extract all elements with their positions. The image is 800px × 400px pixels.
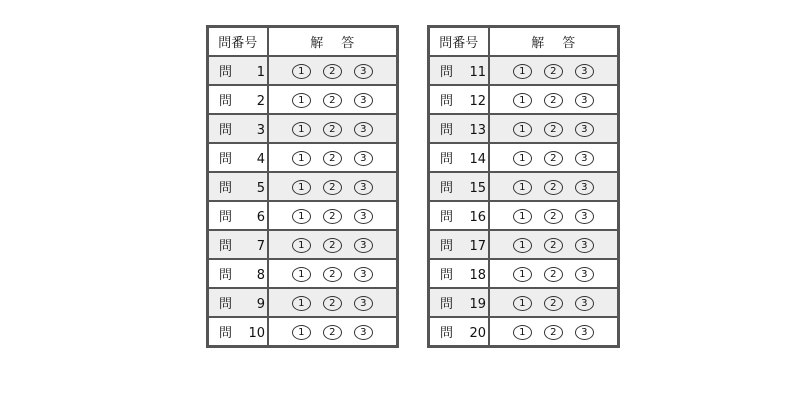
question-prefix: 問 — [219, 268, 233, 283]
answer-choices-cell — [489, 143, 619, 172]
question-number-cell — [208, 259, 268, 288]
question-row — [429, 143, 619, 172]
question-number: 9 — [256, 297, 265, 312]
question-number-cell — [429, 143, 489, 172]
question-number: 3 — [256, 123, 265, 138]
answer-bubble[interactable]: 2 — [323, 180, 342, 195]
question-row — [208, 259, 398, 288]
answer-bubble[interactable]: 2 — [544, 238, 563, 253]
question-row — [429, 114, 619, 143]
question-prefix: 問 — [219, 181, 233, 196]
answer-bubble[interactable]: 2 — [544, 296, 563, 311]
answer-bubble[interactable]: 3 — [354, 64, 373, 79]
question-number: 8 — [256, 268, 265, 283]
answer-choices-cell — [489, 85, 619, 114]
question-number: 11 — [469, 65, 486, 80]
answer-bubble[interactable]: 1 — [292, 122, 311, 137]
question-number-cell — [208, 85, 268, 114]
question-row — [429, 259, 619, 288]
question-number-cell — [208, 317, 268, 347]
answer-header-char: 解 — [310, 36, 324, 51]
answer-bubble[interactable]: 3 — [575, 151, 594, 166]
answer-bubble[interactable]: 2 — [544, 151, 563, 166]
question-row — [208, 85, 398, 114]
question-number-cell — [429, 230, 489, 259]
answer-choices-cell — [268, 259, 398, 288]
question-row — [429, 56, 619, 85]
question-row — [208, 143, 398, 172]
question-row — [208, 172, 398, 201]
answer-bubble[interactable]: 3 — [354, 296, 373, 311]
answer-bubble[interactable]: 1 — [513, 325, 532, 340]
question-row — [429, 201, 619, 230]
answer-bubble[interactable]: 1 — [292, 209, 311, 224]
answer-bubble[interactable]: 2 — [323, 267, 342, 282]
answer-sheet-left — [206, 25, 399, 348]
answer-bubble[interactable]: 1 — [513, 209, 532, 224]
question-prefix: 問 — [440, 94, 454, 109]
answer-bubble[interactable]: 1 — [513, 180, 532, 195]
question-prefix: 問 — [440, 210, 454, 225]
question-number-cell — [429, 114, 489, 143]
answer-bubble[interactable]: 3 — [575, 64, 594, 79]
question-row — [208, 114, 398, 143]
answer-bubble[interactable]: 3 — [575, 267, 594, 282]
question-prefix: 問 — [219, 210, 233, 225]
answer-bubble[interactable]: 3 — [354, 93, 373, 108]
answer-choices-cell — [489, 201, 619, 230]
answer-choices-cell — [489, 114, 619, 143]
answer-bubble[interactable]: 3 — [354, 151, 373, 166]
question-number-cell — [208, 56, 268, 85]
answer-bubble[interactable]: 1 — [292, 325, 311, 340]
question-number-header: 問番号 — [208, 27, 268, 57]
question-number: 18 — [469, 268, 486, 283]
answer-bubble[interactable]: 2 — [323, 296, 342, 311]
answer-bubble[interactable]: 2 — [544, 267, 563, 282]
answer-bubble[interactable]: 2 — [323, 238, 342, 253]
question-row — [429, 288, 619, 317]
answer-header — [268, 27, 398, 57]
question-prefix: 問 — [440, 239, 454, 254]
answer-bubble[interactable]: 1 — [292, 180, 311, 195]
answer-bubble[interactable]: 1 — [292, 93, 311, 108]
question-number: 20 — [469, 326, 486, 341]
question-row — [208, 317, 398, 347]
answer-bubble[interactable]: 2 — [323, 93, 342, 108]
answer-choices-cell — [489, 56, 619, 85]
header-row — [429, 27, 619, 57]
answer-choices-cell — [268, 317, 398, 347]
question-number-cell — [429, 259, 489, 288]
answer-choices-cell — [268, 230, 398, 259]
answer-bubble[interactable]: 3 — [354, 267, 373, 282]
question-number: 13 — [469, 123, 486, 138]
answer-bubble[interactable]: 1 — [513, 238, 532, 253]
answer-bubble[interactable]: 2 — [323, 325, 342, 340]
question-number-cell — [429, 288, 489, 317]
answer-bubble[interactable]: 3 — [354, 209, 373, 224]
question-rows — [208, 56, 398, 347]
question-row — [208, 288, 398, 317]
question-prefix: 問 — [440, 123, 454, 138]
header-row — [208, 27, 398, 57]
answer-sheet-right — [427, 25, 620, 348]
question-number: 5 — [256, 181, 265, 196]
answer-bubble[interactable]: 1 — [292, 296, 311, 311]
question-rows — [429, 56, 619, 347]
question-number: 15 — [469, 181, 486, 196]
answer-bubble[interactable]: 3 — [575, 122, 594, 137]
answer-bubble[interactable]: 1 — [513, 122, 532, 137]
answer-header — [489, 27, 619, 57]
answer-header-char: 答 — [341, 36, 355, 51]
answer-bubble[interactable]: 3 — [354, 122, 373, 137]
answer-bubble[interactable]: 3 — [575, 93, 594, 108]
answer-bubble[interactable]: 1 — [513, 64, 532, 79]
answer-choices-cell — [268, 172, 398, 201]
question-prefix: 問 — [440, 181, 454, 196]
answer-bubble[interactable]: 2 — [544, 122, 563, 137]
answer-bubble[interactable]: 1 — [292, 238, 311, 253]
answer-choices-cell — [268, 288, 398, 317]
question-number-cell — [429, 56, 489, 85]
question-row — [208, 201, 398, 230]
question-number: 10 — [248, 326, 265, 341]
question-number-cell — [208, 172, 268, 201]
answer-bubble[interactable]: 1 — [292, 267, 311, 282]
question-number: 14 — [469, 152, 486, 167]
answer-bubble[interactable]: 1 — [513, 151, 532, 166]
answer-choices-cell — [489, 288, 619, 317]
answer-bubble[interactable]: 1 — [292, 151, 311, 166]
question-row — [429, 317, 619, 347]
question-number-cell — [208, 143, 268, 172]
question-number: 6 — [256, 210, 265, 225]
question-row — [208, 56, 398, 85]
question-number-cell — [208, 114, 268, 143]
question-prefix: 問 — [219, 326, 233, 341]
answer-bubble[interactable]: 2 — [544, 180, 563, 195]
answer-bubble[interactable]: 1 — [513, 93, 532, 108]
answer-bubble[interactable]: 3 — [575, 296, 594, 311]
answer-choices-cell — [489, 259, 619, 288]
question-prefix: 問 — [219, 297, 233, 312]
question-prefix: 問 — [440, 297, 454, 312]
answer-choices-cell — [489, 230, 619, 259]
question-prefix: 問 — [440, 326, 454, 341]
question-prefix: 問 — [219, 152, 233, 167]
answer-header-char: 解 — [531, 36, 545, 51]
question-number-cell — [429, 85, 489, 114]
question-prefix: 問 — [440, 65, 454, 80]
question-number: 2 — [256, 94, 265, 109]
question-number: 7 — [256, 239, 265, 254]
answer-bubble[interactable]: 1 — [292, 64, 311, 79]
question-number-cell — [208, 288, 268, 317]
question-row — [208, 230, 398, 259]
question-number-header: 問番号 — [429, 27, 489, 57]
answer-choices-cell — [268, 143, 398, 172]
question-row — [429, 172, 619, 201]
question-number: 19 — [469, 297, 486, 312]
answer-bubble[interactable]: 1 — [513, 267, 532, 282]
question-row — [429, 85, 619, 114]
question-number-cell — [208, 230, 268, 259]
answer-bubble[interactable]: 3 — [575, 180, 594, 195]
answer-choices-cell — [489, 317, 619, 347]
question-prefix: 問 — [219, 65, 233, 80]
question-number-cell — [429, 201, 489, 230]
answer-bubble[interactable]: 2 — [323, 64, 342, 79]
question-number: 12 — [469, 94, 486, 109]
answer-bubble[interactable]: 2 — [323, 209, 342, 224]
answer-bubble[interactable]: 3 — [575, 325, 594, 340]
question-number-cell — [429, 172, 489, 201]
answer-bubble[interactable]: 3 — [575, 209, 594, 224]
answer-bubble[interactable]: 3 — [354, 238, 373, 253]
answer-choices-cell — [268, 114, 398, 143]
answer-bubble[interactable]: 2 — [323, 122, 342, 137]
question-prefix: 問 — [219, 123, 233, 138]
answer-choices-cell — [268, 201, 398, 230]
answer-choices-cell — [489, 172, 619, 201]
question-prefix: 問 — [440, 268, 454, 283]
answer-bubble[interactable]: 3 — [354, 180, 373, 195]
answer-bubble[interactable]: 3 — [354, 325, 373, 340]
answer-header-char: 答 — [562, 36, 576, 51]
question-row — [429, 230, 619, 259]
question-number: 1 — [256, 65, 265, 80]
question-prefix: 問 — [219, 94, 233, 109]
answer-bubble[interactable]: 2 — [544, 209, 563, 224]
question-number-cell — [208, 201, 268, 230]
question-prefix: 問 — [440, 152, 454, 167]
answer-bubble[interactable]: 1 — [513, 296, 532, 311]
answer-bubble[interactable]: 2 — [544, 64, 563, 79]
question-number: 17 — [469, 239, 486, 254]
answer-bubble[interactable]: 3 — [575, 238, 594, 253]
answer-choices-cell — [268, 85, 398, 114]
answer-bubble[interactable]: 2 — [323, 151, 342, 166]
question-number: 4 — [256, 152, 265, 167]
answer-choices-cell — [268, 56, 398, 85]
question-prefix: 問 — [219, 239, 233, 254]
answer-bubble[interactable]: 2 — [544, 93, 563, 108]
answer-bubble[interactable]: 2 — [544, 325, 563, 340]
question-number: 16 — [469, 210, 486, 225]
question-number-cell — [429, 317, 489, 347]
